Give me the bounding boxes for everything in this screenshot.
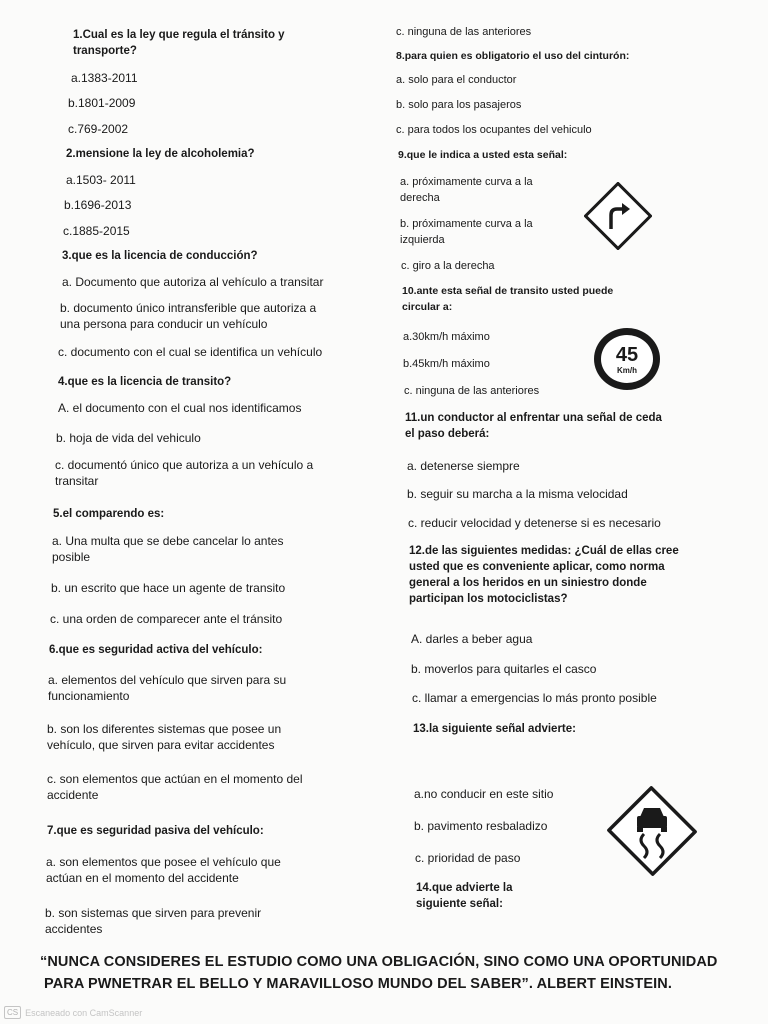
slippery-road-sign-icon: [604, 784, 702, 883]
question-2: 2.mensione la ley de alcoholemia?: [66, 148, 255, 160]
q8-option-b: b. solo para los pasajeros: [396, 99, 522, 111]
q1-option-c: c.769-2002: [68, 122, 129, 136]
q2-option-a: a.1503- 2011: [66, 173, 136, 187]
q7-option-b-line1: b. son sistemas que sirven para prevenir: [45, 906, 262, 920]
q9-option-b-line1: b. próximamente curva a la: [400, 218, 533, 230]
question-1-line1: 1.Cual es la ley que regula el tránsito y: [73, 29, 285, 41]
question-9: 9.que le indica a usted esta señal:: [398, 149, 568, 161]
q7-option-a-line2: actúan en el momento del accidente: [46, 871, 239, 885]
q4-option-a: A. el documento con el cual nos identificamos: [58, 401, 302, 415]
q13-option-a: a.no conducir en este sitio: [414, 787, 554, 801]
camscanner-logo: CS: [4, 1006, 21, 1019]
q9-option-a-line2: derecha: [400, 192, 440, 204]
question-8: 8.para quien es obligatorio el uso del cinturón:: [396, 50, 630, 62]
q3-option-b-line1: b. documento único intransferible que autoriza a: [60, 301, 317, 315]
q6-option-b-line2: vehículo, que sirven para evitar accidentes: [47, 738, 275, 752]
q11-option-a: a. detenerse siempre: [407, 459, 520, 473]
question-12-line4: participan los motociclistas?: [409, 593, 568, 605]
q6-option-a-line1: a. elementos del vehículo que sirven para su: [48, 673, 287, 687]
q6-option-c-line1: c. son elementos que actúan en el momento del: [47, 772, 303, 786]
question-10: [402, 283, 613, 315]
speed-limit-unit: Km/h: [617, 366, 637, 375]
q3-option-b-line2: una persona para conducir un vehículo: [60, 317, 268, 331]
q5-option-b: b. un escrito que hace un agente de transito: [51, 581, 286, 595]
q13-option-b: b. pavimento resbaladizo: [414, 819, 548, 833]
q4-option-c: [55, 457, 313, 489]
question-12-line1: 12.de las siguientes medidas: ¿Cuál de ellas cree: [409, 545, 679, 557]
einstein-quote: [40, 951, 740, 995]
quote-line1: “NUNCA CONSIDERES EL ESTUDIO COMO UNA OBLIGACIÓN, SINO COMO UNA OPORTUNIDAD: [40, 954, 718, 970]
q9-option-b-line2: izquierda: [400, 234, 445, 246]
q4-option-c-line2: transitar: [55, 474, 99, 488]
question-11: [405, 410, 662, 442]
question-3: 3.que es la licencia de conducción?: [62, 250, 258, 262]
q11-option-c: c. reducir velocidad y detenerse si es necesario: [408, 516, 661, 530]
q6-option-a: [48, 672, 286, 704]
question-12-line2: usted que es conveniente aplicar, como norma: [409, 561, 665, 573]
q9-option-a: [400, 174, 533, 206]
q6-option-b-line1: b. son los diferentes sistemas que posee un: [47, 722, 282, 736]
q6-option-b: [47, 721, 281, 753]
question-12: [409, 543, 679, 607]
q13-option-c: c. prioridad de paso: [415, 851, 521, 865]
question-10-line1: 10.ante esta señal de transito usted puede: [402, 285, 614, 297]
q1-option-b: b.1801-2009: [68, 96, 136, 110]
q7-option-b-line2: accidentes: [45, 922, 103, 936]
question-4: 4.que es la licencia de transito?: [58, 376, 232, 388]
q8-option-a: a. solo para el conductor: [396, 74, 517, 86]
question-11-line1: 11.un conductor al enfrentar una señal de ceda: [405, 412, 662, 424]
question-12-line3: general a los heridos en un siniestro donde: [409, 577, 647, 589]
q1-option-a: a.1383-2011: [71, 71, 138, 85]
q4-option-c-line1: c. documentó único que autoriza a un vehículo a: [55, 458, 314, 472]
q6-option-a-line2: funcionamiento: [48, 689, 130, 703]
q3-option-c: c. documento con el cual se identifica un vehículo: [58, 345, 323, 359]
question-1: [73, 27, 285, 59]
q9-option-c: c. giro a la derecha: [401, 260, 495, 272]
q3-option-a: a. Documento que autoriza al vehículo a transitar: [62, 275, 324, 289]
q9-option-b: [400, 216, 533, 248]
camscanner-text: Escaneado con CamScanner: [25, 1007, 143, 1018]
q7-option-c: c. ninguna de las anteriores: [396, 26, 532, 38]
right-curve-warning-sign-icon: [584, 182, 652, 255]
q7-option-a: [46, 854, 281, 886]
q12-option-c: c. llamar a emergencias lo más pronto posible: [412, 691, 657, 705]
question-10-line2: circular a:: [402, 301, 453, 313]
q5-option-a-line1: a. Una multa que se debe cancelar lo antes: [52, 534, 284, 548]
q12-option-a: A. darles a beber agua: [411, 632, 533, 646]
speed-limit-number: 45: [615, 344, 639, 366]
q5-option-a: [52, 533, 283, 565]
q11-option-b: b. seguir su marcha a la misma velocidad: [407, 487, 628, 501]
camscanner-watermark: [4, 1006, 142, 1019]
q7-option-a-line1: a. son elementos que posee el vehículo que: [46, 855, 281, 869]
q4-option-b: b. hoja de vida del vehiculo: [56, 431, 201, 445]
q9-option-a-line1: a. próximamente curva a la: [400, 176, 533, 188]
q10-option-b: b.45km/h máximo: [403, 358, 490, 370]
q12-option-b: b. moverlos para quitarles el casco: [411, 662, 597, 676]
question-14-line2: siguiente señal:: [416, 898, 503, 910]
q8-option-c: c. para todos los ocupantes del vehiculo: [396, 124, 592, 136]
q3-option-b: [60, 300, 316, 332]
q10-option-c: c. ninguna de las anteriores: [404, 385, 540, 397]
speed-limit-sign-icon: [592, 326, 662, 397]
quote-line2: PARA PWNETRAR EL BELLO Y MARAVILLOSO MUNDO DEL SABER”. ALBERT EINSTEIN.: [44, 976, 672, 992]
q5-option-c: c. una orden de comparecer ante el tránsito: [50, 612, 283, 626]
question-6: 6.que es seguridad activa del vehículo:: [49, 644, 263, 656]
question-14-line1: 14.que advierte la: [416, 882, 513, 894]
question-5: 5.el comparendo es:: [53, 508, 165, 520]
q2-option-c: c.1885-2015: [63, 224, 130, 238]
q2-option-b: b.1696-2013: [64, 198, 132, 212]
q10-option-a: a.30km/h máximo: [403, 331, 490, 343]
question-7: 7.que es seguridad pasiva del vehículo:: [47, 825, 264, 837]
question-13: 13.la siguiente señal advierte:: [413, 723, 576, 735]
question-14: [416, 880, 513, 912]
q6-option-c-line2: accidente: [47, 788, 99, 802]
q5-option-a-line2: posible: [52, 550, 91, 564]
question-11-line2: el paso deberá:: [405, 428, 490, 440]
q6-option-c: [47, 771, 303, 803]
question-1-line2: transporte?: [73, 45, 137, 57]
q7-option-b: [45, 905, 261, 937]
